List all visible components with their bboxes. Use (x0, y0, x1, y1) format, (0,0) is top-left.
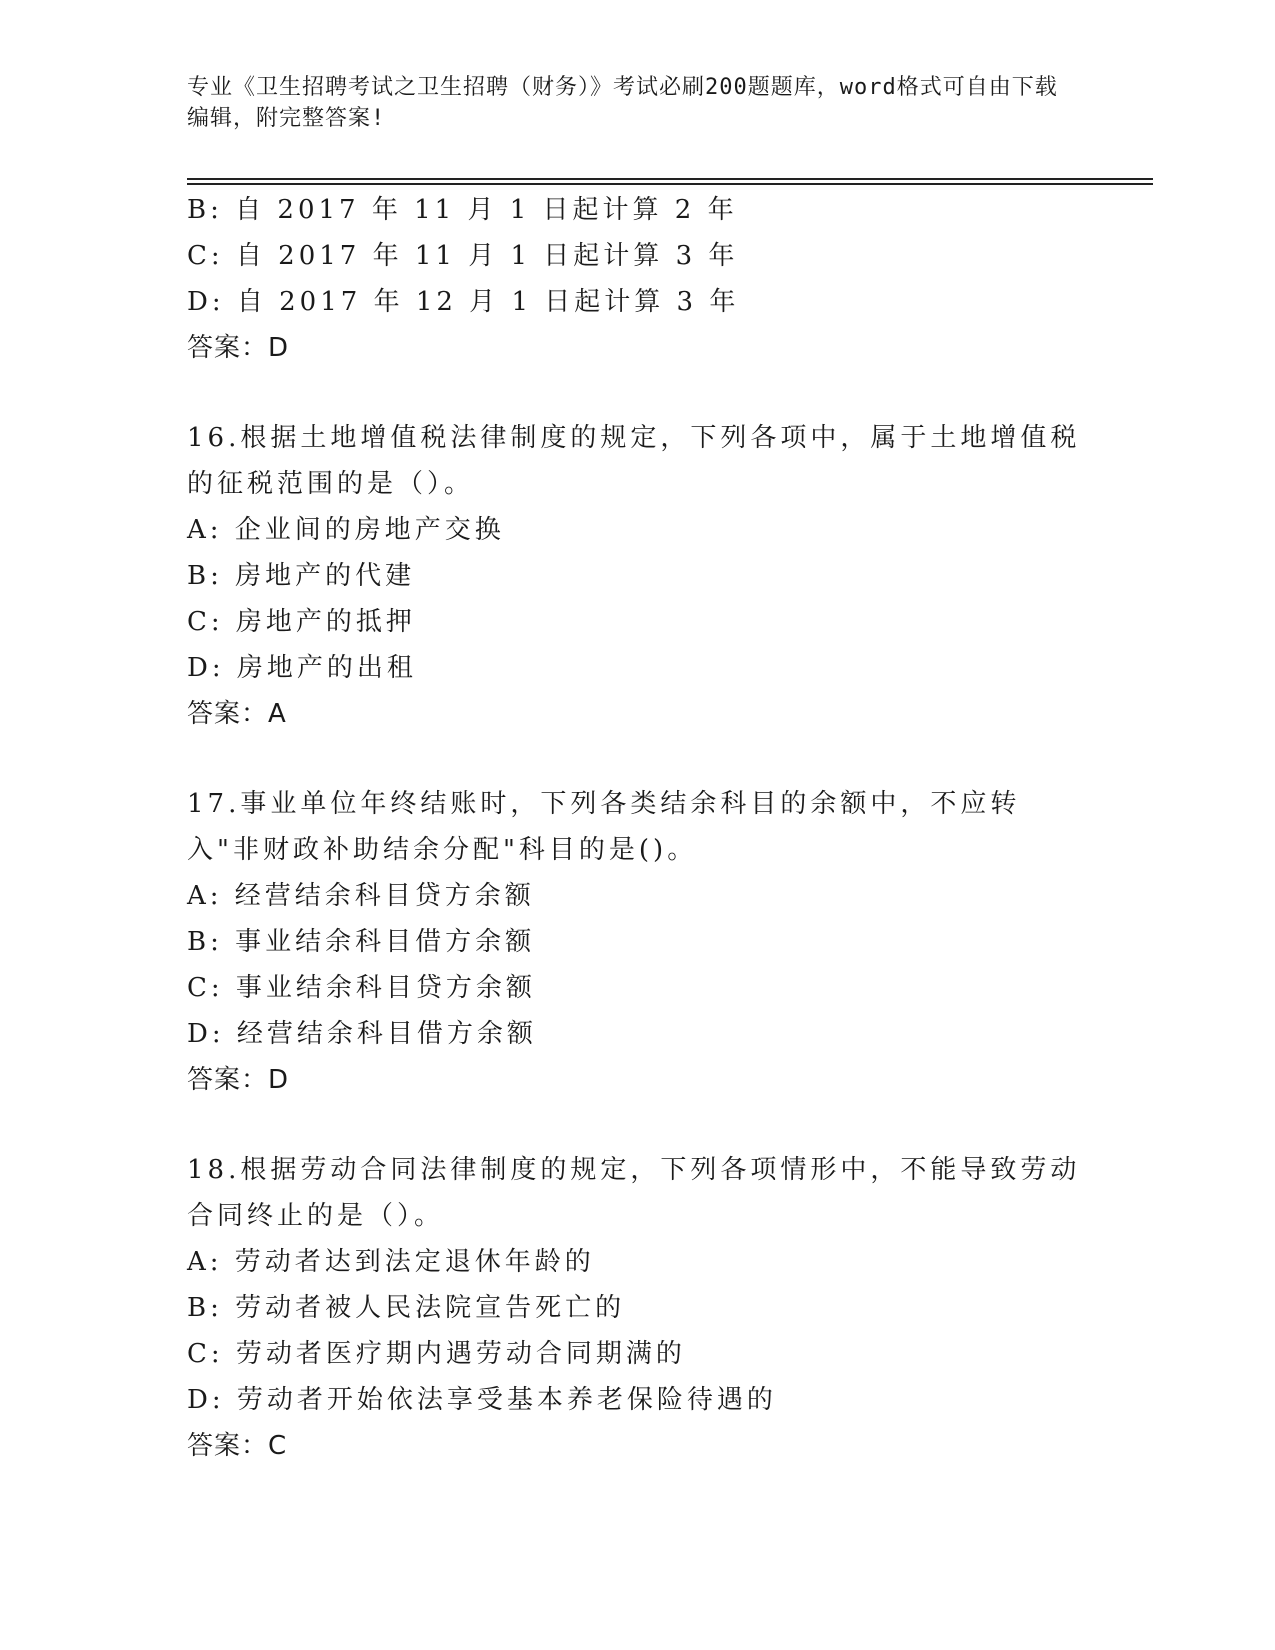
document-header: 专业《卫生招聘考试之卫生招聘（财务）》考试必刷200题题库，word格式可自由下载编辑，附完整答案! (187, 75, 1058, 131)
option-d: D: 房地产的出租 (187, 653, 417, 683)
option-b: B: 自 2017 年 11 月 1 日起计算 2 年 (187, 195, 738, 225)
option-a: A: 企业间的房地产交换 (187, 515, 505, 545)
option-d: D: 自 2017 年 12 月 1 日起计算 3 年 (187, 287, 740, 317)
question-stem: 16.根据土地增值税法律制度的规定，下列各项中，属于土地增值税的征税范围的是（）。 (187, 423, 1081, 499)
spacer (187, 371, 1087, 415)
option-c: C: 自 2017 年 11 月 1 日起计算 3 年 (187, 241, 739, 271)
spacer (187, 737, 1087, 781)
answer: 答案：A (187, 699, 287, 729)
option-d: D: 劳动者开始依法享受基本养老保险待遇的 (187, 1385, 777, 1415)
option-d: D: 经营结余科目借方余额 (187, 1019, 537, 1049)
option-b: B: 劳动者被人民法院宣告死亡的 (187, 1293, 626, 1323)
spacer (187, 1103, 1087, 1147)
question-15-partial (187, 187, 1087, 371)
question-list (187, 187, 1087, 1469)
answer: 答案：D (187, 333, 290, 363)
option-c: C: 房地产的抵押 (187, 607, 416, 637)
option-c: C: 事业结余科目贷方余额 (187, 973, 536, 1003)
option-a: A: 经营结余科目贷方余额 (187, 881, 535, 911)
question-17 (187, 781, 1087, 1103)
question-16 (187, 415, 1087, 737)
option-a: A: 劳动者达到法定退休年龄的 (187, 1247, 595, 1277)
header-rule-top (187, 178, 1153, 180)
question-stem: 18.根据劳动合同法律制度的规定，下列各项情形中，不能导致劳动合同终止的是（）。 (187, 1155, 1081, 1231)
option-c: C: 劳动者医疗期内遇劳动合同期满的 (187, 1339, 686, 1369)
question-stem: 17.事业单位年终结账时，下列各类结余科目的余额中，不应转入"非财政补助结余分配"科目的是()。 (187, 789, 1021, 865)
header-rule-bottom (187, 183, 1153, 185)
answer: 答案：D (187, 1065, 290, 1095)
answer: 答案：C (187, 1431, 288, 1461)
option-b: B: 房地产的代建 (187, 561, 416, 591)
option-b: B: 事业结余科目借方余额 (187, 927, 536, 957)
question-18 (187, 1147, 1087, 1469)
